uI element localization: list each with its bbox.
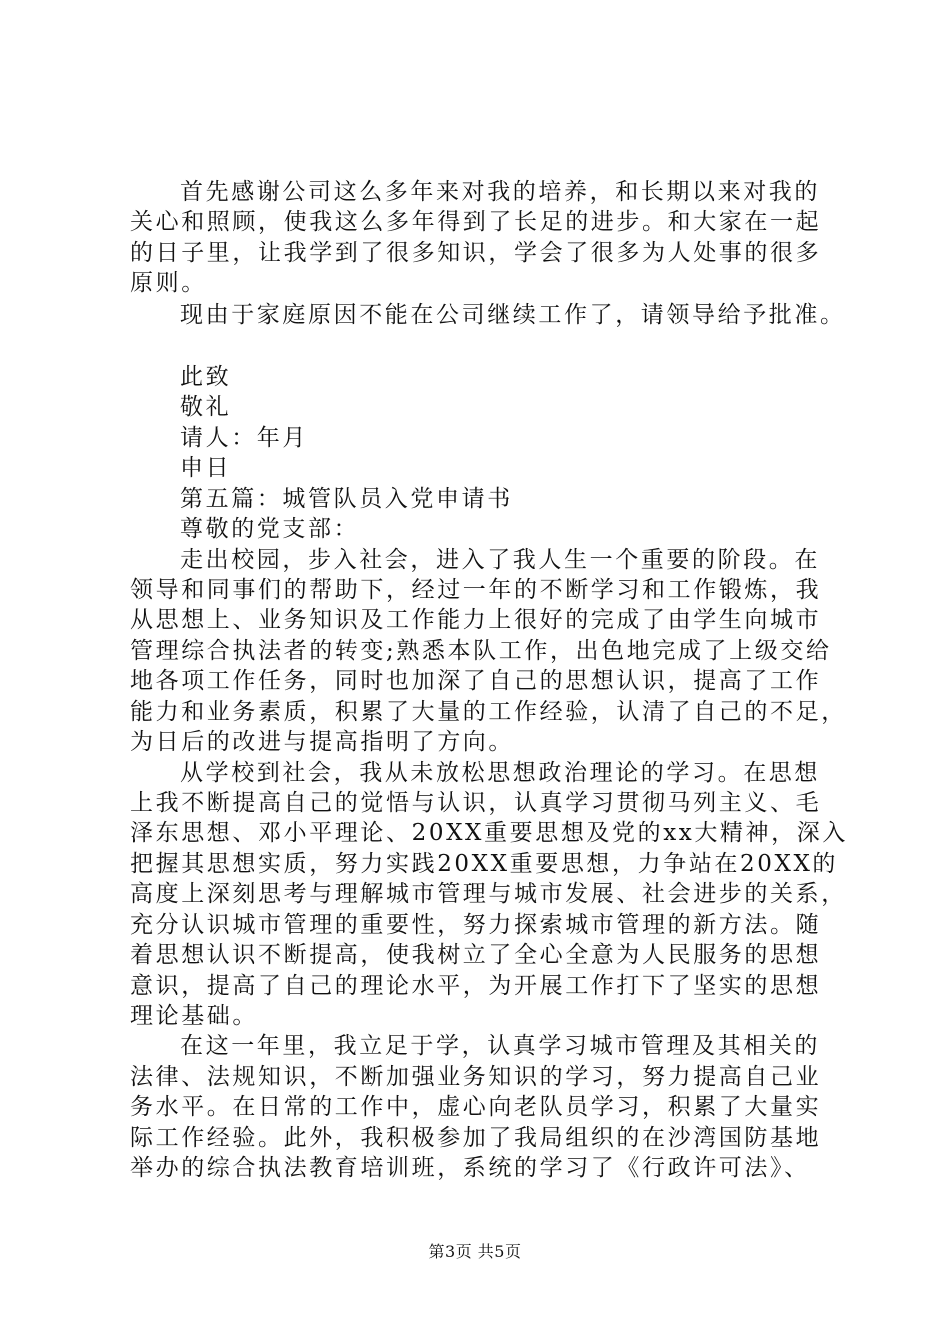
text-line: 高度上深刻思考与理解城市管理与城市发展、社会进步的关系， xyxy=(130,881,847,907)
salutation: 尊敬的党支部： xyxy=(180,516,360,542)
text-line: 际工作经验。此外，我积极参加了我局组织的在沙湾国防基地 xyxy=(130,1125,822,1151)
signature-line: 申日 xyxy=(180,455,232,481)
text-line: 能力和业务素质，积累了大量的工作经验，认清了自己的不足， xyxy=(130,699,847,725)
text-line: 理论基础。 xyxy=(130,1003,258,1029)
text-line: 法律、法规知识，不断加强业务知识的学习，努力提高自己业 xyxy=(130,1064,822,1090)
text-line: 关心和照顾，使我这么多年得到了长足的进步。和大家在一起 xyxy=(130,209,822,235)
text-line: 从学校到社会，我从未放松思想政治理论的学习。在思想 xyxy=(180,760,820,786)
text-line: 在这一年里，我立足于学，认真学习城市管理及其相关的 xyxy=(180,1033,820,1059)
text-line: 首先感谢公司这么多年来对我的培养，和长期以来对我的 xyxy=(180,179,820,205)
page-number-footer: 第3页 共5页 xyxy=(428,1242,522,1261)
text-line: 走出校园，步入社会，进入了我人生一个重要的阶段。在 xyxy=(180,547,820,573)
text-line: 原则。 xyxy=(130,270,207,296)
text-line: 着思想认识不断提高，使我树立了全心全意为人民服务的思想 xyxy=(130,942,822,968)
text-line: 上我不断提高自己的觉悟与认识，认真学习贯彻马列主义、毛 xyxy=(130,790,822,816)
text-line: 泽东思想、邓小平理论、20XX重要思想及党的xx大精神，深入 xyxy=(130,820,848,846)
closing-line: 敬礼 xyxy=(180,394,232,420)
text-line: 地各项工作任务，同时也加深了自己的思想认识，提高了工作 xyxy=(130,668,822,694)
text-line: 从思想上、业务知识及工作能力上很好的完成了由学生向城市 xyxy=(130,607,822,633)
text-line: 的日子里，让我学到了很多知识，学会了很多为人处事的很多 xyxy=(130,240,822,266)
signature-line: 请人：年月 xyxy=(180,425,308,451)
closing-line: 此致 xyxy=(180,364,232,390)
text-line: 为日后的改进与提高指明了方向。 xyxy=(130,729,514,755)
text-line: 现由于家庭原因不能在公司继续工作了，请领导给予批准。 xyxy=(180,302,846,328)
text-line: 管理综合执法者的转变;熟悉本队工作，出色地完成了上级交给 xyxy=(130,638,832,664)
text-line: 把握其思想实质，努力实践20XX重要思想，力争站在20XX的 xyxy=(130,851,839,877)
text-line: 举办的综合执法教育培训班，系统的学习了《行政许可法》、 xyxy=(130,1155,810,1181)
text-line: 务水平。在日常的工作中，虚心向老队员学习，积累了大量实 xyxy=(130,1094,822,1120)
text-line: 领导和同事们的帮助下，经过一年的不断学习和工作锻炼，我 xyxy=(130,577,822,603)
section-heading: 第五篇：城管队员入党申请书 xyxy=(180,486,513,512)
text-line: 意识，提高了自己的理论水平，为开展工作打下了坚实的思想 xyxy=(130,973,822,999)
text-line: 充分认识城市管理的重要性，努力探索城市管理的新方法。随 xyxy=(130,912,822,938)
